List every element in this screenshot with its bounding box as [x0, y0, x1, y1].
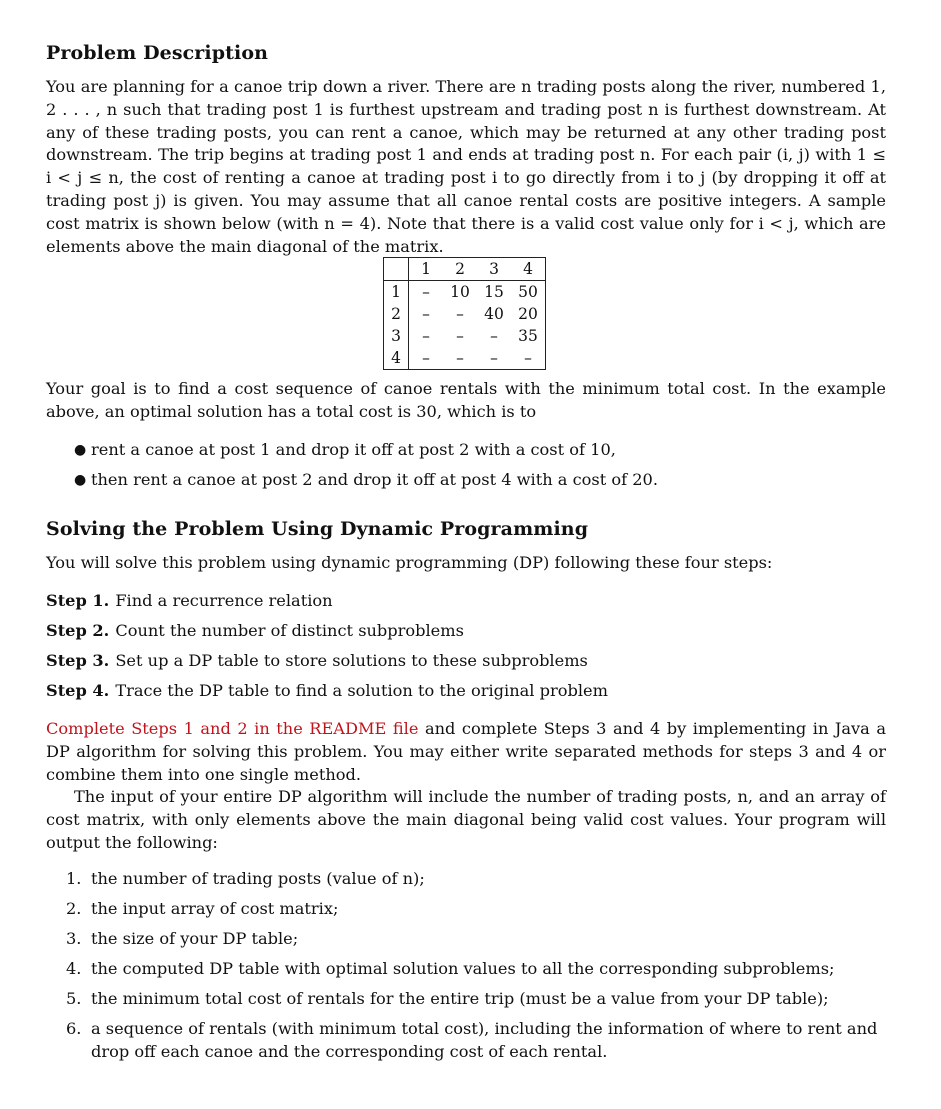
step-item — [46, 590, 608, 620]
step-item — [46, 650, 608, 680]
step-label: Step 2. — [46, 621, 110, 640]
list-item-text: the minimum total cost of rentals for the entire trip (must be a value from your DP table); — [91, 989, 829, 1008]
matrix-cell: 20 — [518, 305, 538, 323]
matrix-corner-cell — [384, 258, 409, 281]
matrix-cell: – — [490, 349, 498, 367]
section-title-problem-description: Problem Description — [46, 42, 269, 64]
matrix-col-header: 1 — [409, 258, 444, 281]
matrix-cell: 10 — [450, 283, 470, 301]
matrix-row — [384, 303, 546, 325]
cost-matrix-table — [383, 257, 546, 370]
list-number: 2. — [66, 899, 82, 918]
list-number: 6. — [66, 1019, 82, 1038]
matrix-cell: – — [422, 349, 430, 367]
matrix-cell: – — [490, 327, 498, 345]
matrix-cell: 40 — [484, 305, 504, 323]
complete-instructions-paragraph — [46, 718, 886, 786]
steps-list — [46, 590, 608, 710]
matrix-row-header: 4 — [384, 347, 409, 370]
matrix-cell: 50 — [518, 283, 538, 301]
matrix-cell: – — [422, 327, 430, 345]
matrix-cell: – — [456, 327, 464, 345]
list-item-text: a sequence of rentals (with minimum total cost), including the information of where to rent and drop off each canoe and the corresponding cost of each rental. — [91, 1019, 878, 1061]
matrix-row-header: 1 — [384, 281, 409, 304]
list-item — [66, 958, 886, 988]
list-number: 1. — [66, 869, 82, 888]
readme-link[interactable]: Complete Steps 1 and 2 in the README file — [46, 719, 419, 738]
matrix-header-row — [384, 258, 546, 281]
bullet-icon: ● — [74, 442, 87, 458]
list-item — [66, 928, 886, 958]
intro-paragraph: You are planning for a canoe trip down a river. There are n trading posts along the river, numbered 1, 2 . . . , n such that trading post 1 is furthest upstream and trading post n is furthest downstream. At any of these trading posts, you can rent a canoe, which may be returned at any other trading post downstream. The trip begins at trading post 1 and ends at trading post n. For each pair (i, j) with 1 ≤ i < j ≤ n, the cost of renting a canoe at trading post i to go directly from i to j (by dropping it off at trading post j) is given. You may assume that all canoe rental costs are positive integers. A sample cost matrix is shown below (with n = 4). Note that there is a valid cost value only for i < j, which are elements above the main diagonal of the matrix. — [46, 77, 886, 256]
matrix-row — [384, 347, 546, 370]
list-number: 5. — [66, 989, 82, 1008]
matrix-cell: – — [456, 305, 464, 323]
step-label: Step 3. — [46, 651, 110, 670]
list-item — [66, 868, 886, 898]
step-text: Trace the DP table to find a solution to the original problem — [115, 681, 608, 700]
matrix-cell: – — [456, 349, 464, 367]
list-item — [66, 898, 886, 928]
goal-paragraph: Your goal is to find a cost sequence of canoe rentals with the minimum total cost. In the example above, an optimal solution has a total cost is 30, which is to — [46, 379, 886, 421]
matrix-col-header: 4 — [511, 258, 546, 281]
list-item-text: rent a canoe at post 1 and drop it off at post 2 with a cost of 10, — [91, 440, 616, 459]
input-paragraph: The input of your entire DP algorithm will include the number of trading posts, n, and an array of cost matrix, with only elements above the main diagonal being valid cost values. Your program will output the following: — [46, 787, 886, 852]
matrix-cell: 35 — [518, 327, 538, 345]
matrix-cell: 15 — [484, 283, 504, 301]
step-text: Set up a DP table to store solutions to these subproblems — [115, 651, 588, 670]
optimal-solution-list — [66, 439, 658, 499]
matrix-cell: – — [422, 283, 430, 301]
step-item — [46, 680, 608, 710]
step-text: Count the number of distinct subproblems — [115, 621, 464, 640]
matrix-row — [384, 325, 546, 347]
list-item-text: the size of your DP table; — [91, 929, 299, 948]
bullet-icon: ● — [74, 472, 87, 488]
list-item-text: the number of trading posts (value of n); — [91, 869, 425, 888]
matrix-col-header: 3 — [477, 258, 511, 281]
matrix-col-header: 2 — [443, 258, 477, 281]
step-item — [46, 620, 608, 650]
list-item-text: the computed DP table with optimal solution values to all the corresponding subproblems; — [91, 959, 835, 978]
list-item — [66, 1018, 886, 1064]
step-label: Step 4. — [46, 681, 110, 700]
list-number: 3. — [66, 929, 82, 948]
section-title-dynamic-programming: Solving the Problem Using Dynamic Programming — [46, 518, 589, 540]
list-number: 4. — [66, 959, 82, 978]
list-item-text: the input array of cost matrix; — [91, 899, 339, 918]
matrix-cell: – — [524, 349, 532, 367]
matrix-row-header: 2 — [384, 303, 409, 325]
step-label: Step 1. — [46, 591, 110, 610]
list-item-text: then rent a canoe at post 2 and drop it off at post 4 with a cost of 20. — [91, 470, 658, 489]
list-item — [66, 439, 658, 469]
matrix-cell: – — [422, 305, 430, 323]
outputs-list — [66, 868, 886, 1064]
step-text: Find a recurrence relation — [115, 591, 333, 610]
complete-instructions-text: and complete Steps 3 and 4 by implementing in Java a DP algorithm for solving this problem. You may either write separated methods for steps 3 and 4 or combine them into one single method. — [46, 719, 887, 784]
list-item — [66, 469, 658, 499]
dp-intro-paragraph: You will solve this problem using dynamic programming (DP) following these four steps: — [46, 553, 773, 572]
matrix-row — [384, 281, 546, 304]
matrix-row-header: 3 — [384, 325, 409, 347]
list-item — [66, 988, 886, 1018]
